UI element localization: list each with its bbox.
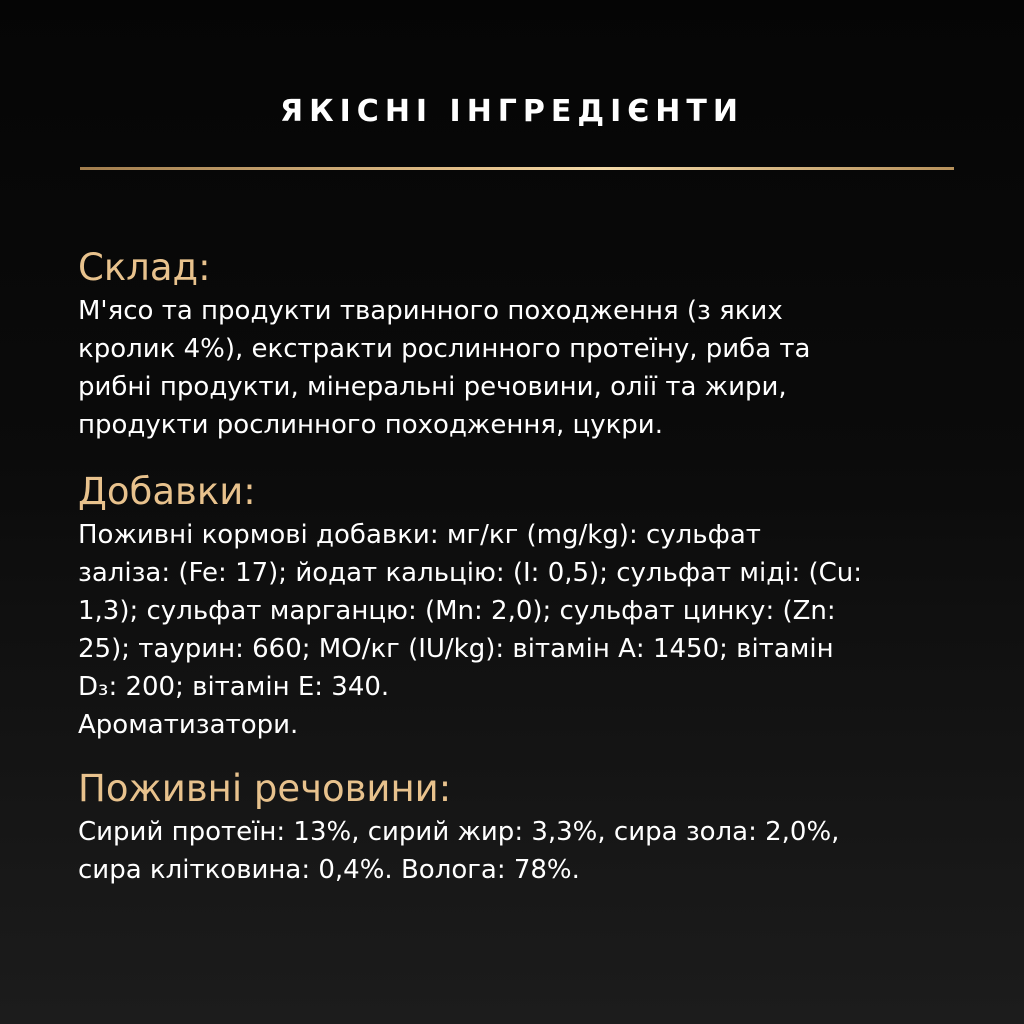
additives-section xyxy=(78,470,958,744)
additives-text xyxy=(78,516,958,744)
additives-line: 25); таурин: 660; МО/кг (IU/kg): вітамін А: 1450; вітамін xyxy=(78,634,834,664)
additives-line: D₃: 200; вітамін Е: 340. xyxy=(78,672,390,702)
nutrients-text xyxy=(78,813,958,889)
additives-line: Поживні кормові добавки: мг/кг (mg/kg): сульфат xyxy=(78,520,761,550)
composition-line: кролик 4%), екстракти рослинного протеїну, риба та xyxy=(78,334,811,364)
composition-text xyxy=(78,292,958,444)
nutrients-heading: Поживні речовини: xyxy=(78,767,452,810)
additives-heading: Добавки: xyxy=(78,470,256,513)
composition-line: продукти рослинного походження, цукри. xyxy=(78,410,663,440)
composition-section xyxy=(78,246,958,444)
additives-line: заліза: (Fe: 17); йодат кальцію: (I: 0,5); сульфат міді: (Cu: xyxy=(78,558,863,588)
nutrients-section xyxy=(78,767,958,889)
composition-heading: Склад: xyxy=(78,246,211,289)
additives-line: Ароматизатори. xyxy=(78,710,299,740)
gold-divider xyxy=(80,167,954,170)
additives-line: 1,3); сульфат марганцю: (Mn: 2,0); сульфат цинку: (Zn: xyxy=(78,596,836,626)
nutrients-line: сира клітковина: 0,4%. Волога: 78%. xyxy=(78,855,580,885)
page-title: ЯКІСНІ ІНГРЕДІЄНТИ xyxy=(280,94,744,129)
composition-line: М'ясо та продукти тваринного походження (з яких xyxy=(78,296,783,326)
nutrients-line: Сирий протеїн: 13%, сирий жир: 3,3%, сира зола: 2,0%, xyxy=(78,817,840,847)
composition-line: рибні продукти, мінеральні речовини, олії та жири, xyxy=(78,372,787,402)
